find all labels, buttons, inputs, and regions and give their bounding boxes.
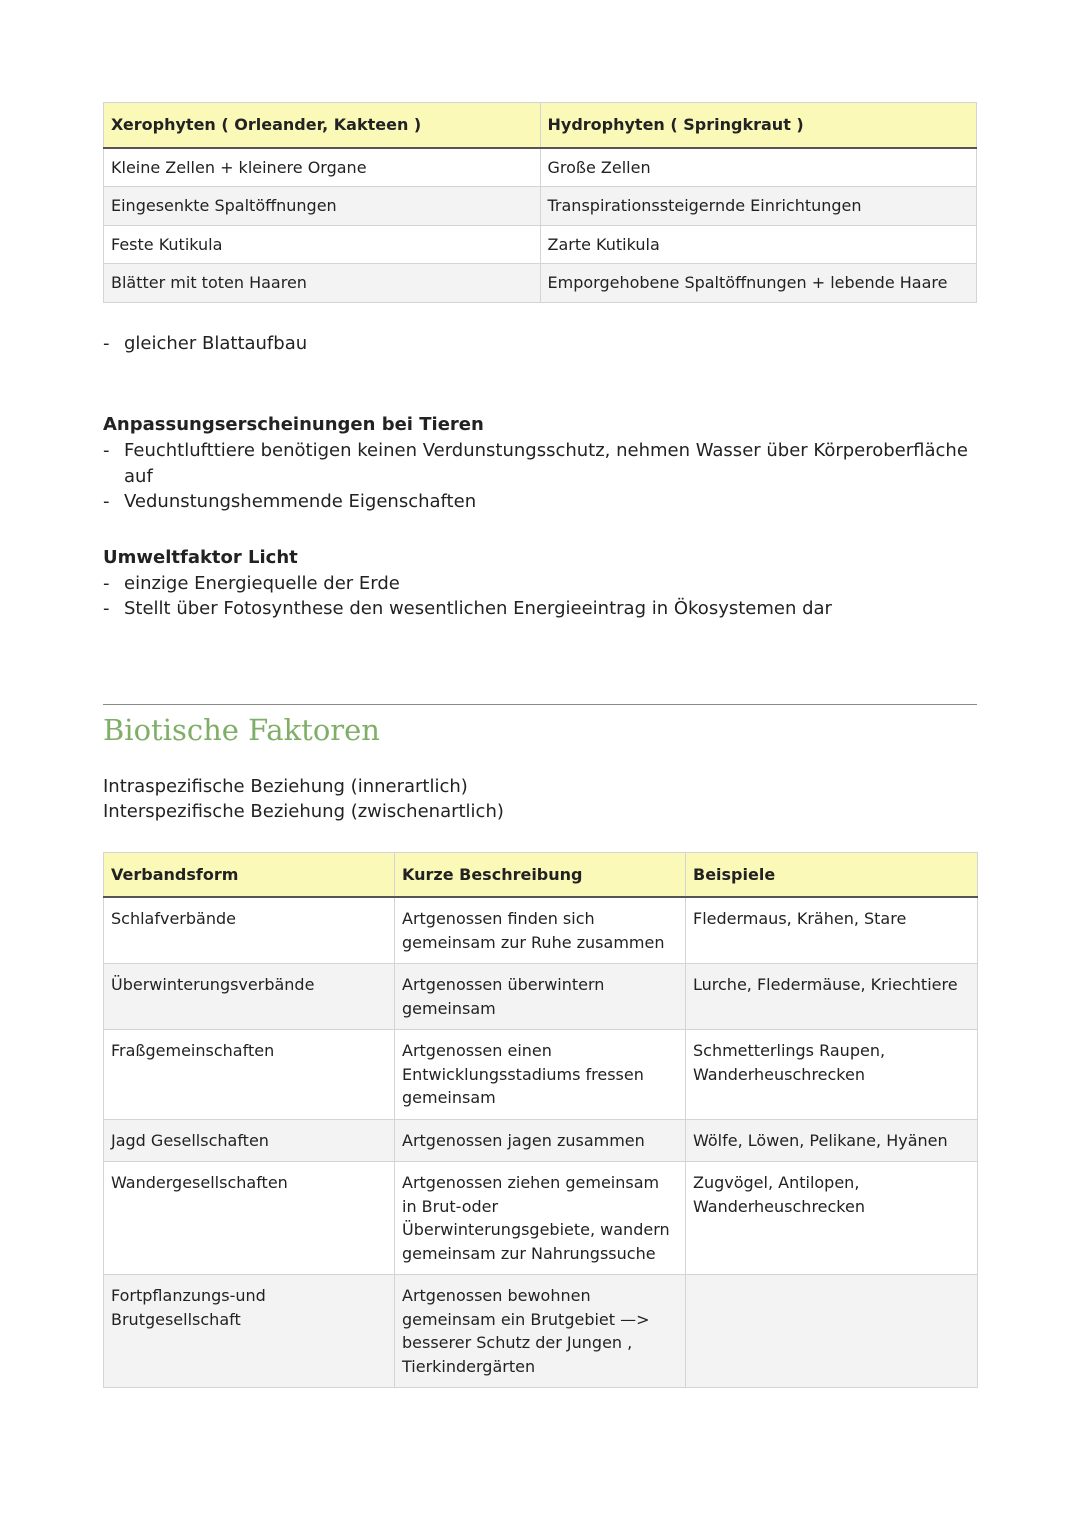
table-cell: Artgenossen ziehen gemeinsam in Brut-oder Überwinterungsgebiete, wandern gemeinsam zur Nahrungssuche	[395, 1162, 686, 1275]
table-cell: Blätter mit toten Haaren	[104, 264, 541, 303]
relation-line: Interspezifische Beziehung (zwischenartlich)	[103, 800, 504, 822]
column-header: Kurze Beschreibung	[395, 852, 686, 897]
table-cell: Artgenossen überwintern gemeinsam	[395, 964, 686, 1030]
table-cell: Artgenossen bewohnen gemeinsam ein Brutgebiet —> besserer Schutz der Jungen , Tierkindergärten	[395, 1275, 686, 1388]
table-row	[104, 264, 977, 303]
table-row	[104, 1119, 978, 1162]
table-cell: Schmetterlings Raupen, Wanderheuschrecken	[686, 1030, 978, 1120]
table-cell: Emporgehobene Spaltöffnungen + lebende Haare	[540, 264, 977, 303]
column-header: Hydrophyten ( Springkraut )	[540, 103, 977, 148]
table-cell: Fortpflanzungs-und Brutgesellschaft	[104, 1275, 395, 1388]
table-cell: Transpirationssteigernde Einrichtungen	[540, 187, 977, 226]
table-cell: Zarte Kutikula	[540, 225, 977, 264]
note-list	[103, 331, 977, 357]
table-row	[104, 1162, 978, 1275]
table-cell: Lurche, Fledermäuse, Kriechtiere	[686, 964, 978, 1030]
table-row	[104, 1275, 978, 1388]
licht-list	[103, 571, 977, 622]
table-cell: Wölfe, Löwen, Pelikane, Hyänen	[686, 1119, 978, 1162]
section-divider	[103, 704, 977, 705]
table-cell: Zugvögel, Antilopen, Wanderheuschrecken	[686, 1162, 978, 1275]
table-row	[104, 148, 977, 187]
column-header: Beispiele	[686, 852, 978, 897]
table-cell: Wandergesellschaften	[104, 1162, 395, 1275]
table-cell: Überwinterungsverbände	[104, 964, 395, 1030]
list-item: - Vedunstungshemmende Eigenschaften	[103, 489, 977, 515]
table-cell: Große Zellen	[540, 148, 977, 187]
table-row	[104, 897, 978, 964]
table-cell: Artgenossen jagen zusammen	[395, 1119, 686, 1162]
list-item: - Feuchtlufttiere benötigen keinen Verdunstungsschutz, nehmen Wasser über Körperoberfläche auf	[103, 438, 977, 489]
table-row	[104, 1030, 978, 1120]
document-page	[103, 102, 977, 1388]
relation-line: Intraspezifische Beziehung (innerartlich)	[103, 775, 468, 797]
list-item: - gleicher Blattaufbau	[103, 331, 977, 357]
table-cell: Artgenossen einen Entwicklungsstadiums fressen gemeinsam	[395, 1030, 686, 1120]
table-row	[104, 225, 977, 264]
table-cell: Fledermaus, Krähen, Stare	[686, 897, 978, 964]
table-cell: Fraßgemeinschaften	[104, 1030, 395, 1120]
table-header-row	[104, 103, 977, 148]
verbandsform-table	[103, 852, 978, 1389]
list-item: - Stellt über Fotosynthese den wesentlichen Energieeintrag in Ökosystemen dar	[103, 596, 977, 622]
section-heading-licht: Umweltfaktor Licht	[103, 546, 298, 568]
table-cell: Schlafverbände	[104, 897, 395, 964]
column-header: Verbandsform	[104, 852, 395, 897]
table-cell: Jagd Gesellschaften	[104, 1119, 395, 1162]
list-item: - einzige Energiequelle der Erde	[103, 571, 977, 597]
table-header-row	[104, 852, 978, 897]
section-title-biotisch: Biotische Faktoren	[103, 712, 380, 747]
table-row	[104, 964, 978, 1030]
table-cell: Feste Kutikula	[104, 225, 541, 264]
table-cell: Artgenossen finden sich gemeinsam zur Ruhe zusammen	[395, 897, 686, 964]
column-header: Xerophyten ( Orleander, Kakteen )	[104, 103, 541, 148]
xerophyten-hydrophyten-table	[103, 102, 977, 303]
section-heading-tiere: Anpassungserscheinungen bei Tieren	[103, 414, 484, 435]
table-cell	[686, 1275, 978, 1388]
table-row	[104, 187, 977, 226]
table-cell: Kleine Zellen + kleinere Organe	[104, 148, 541, 187]
table-cell: Eingesenkte Spaltöffnungen	[104, 187, 541, 226]
tiere-list	[103, 438, 977, 515]
